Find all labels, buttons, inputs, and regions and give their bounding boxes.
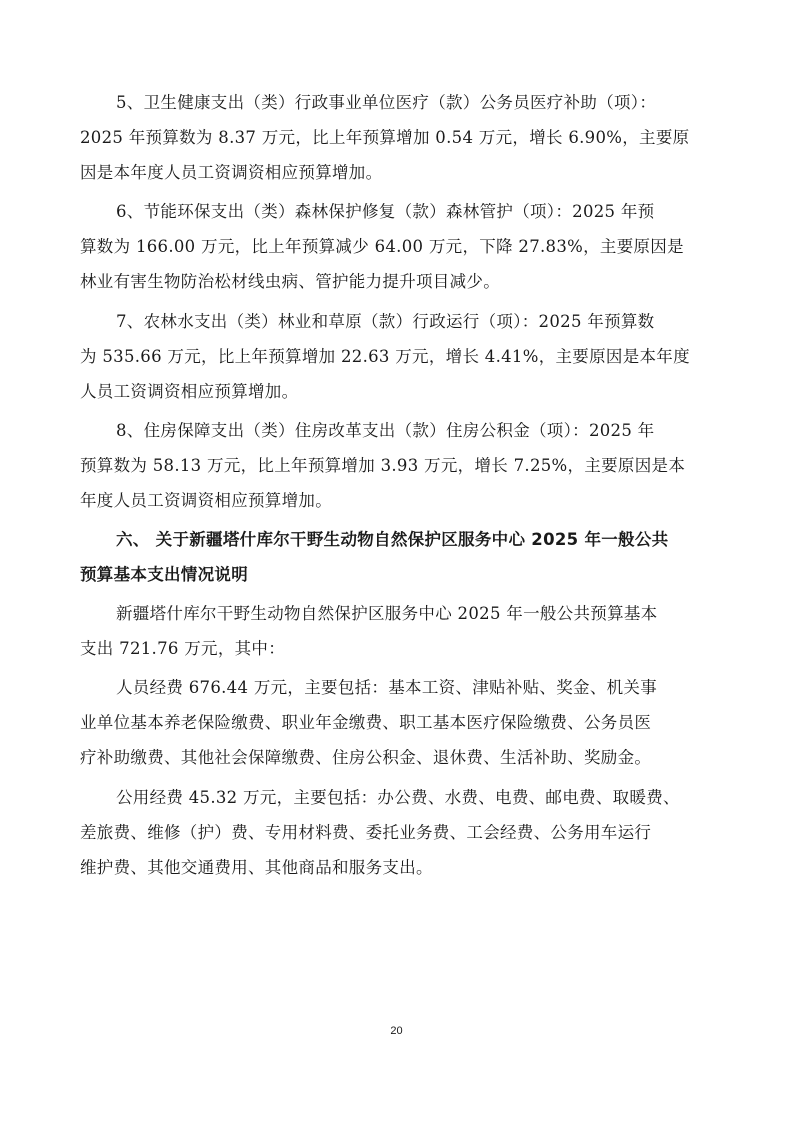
item-5-line-2: 2025 年预算数为 8.37 万元，比上年预算增加 0.54 万元，增长 6.90%，主要原 [80, 128, 690, 147]
item-8-line-3: 年度人员工资调资相应预算增加。 [80, 491, 332, 510]
item-8-line-2: 预算数为 58.13 万元，比上年预算增加 3.93 万元，增长 7.25%，主要原因是本 [80, 456, 686, 475]
section-heading-line-1: 六、 关于新疆塔什库尔干野生动物自然保护区服务中心 2025 年一般公共 [116, 530, 669, 549]
item-5-line-3: 因是本年度人员工资调资相应预算增加。 [80, 163, 383, 182]
item-5-line-1: 5、卫生健康支出（类）行政事业单位医疗（款）公务员医疗补助（项）： [116, 93, 657, 112]
page-number: 20 [390, 1025, 403, 1037]
item-7-line-3: 人员工资调资相应预算增加。 [80, 382, 299, 401]
item-7-line-1: 7、农林水支出（类）林业和草原（款）行政运行（项）：2025 年预算数 [116, 312, 655, 331]
item-7-line-2: 为 535.66 万元，比上年预算增加 22.63 万元，增长 4.41%，主要原因是本年度 [80, 347, 690, 366]
public-expenses-line-1: 公用经费 45.32 万元，主要包括：办公费、水费、电费、邮电费、取暖费、 [116, 788, 680, 807]
public-expenses-line-3: 维护费、其他交通费用、其他商品和服务支出。 [80, 858, 433, 877]
section-heading-line-2: 预算基本支出情况说明 [80, 565, 248, 584]
basic-expenditure-line-1: 新疆塔什库尔干野生动物自然保护区服务中心 2025 年一般公共预算基本 [116, 604, 658, 623]
item-6-line-2: 算数为 166.00 万元，比上年预算减少 64.00 万元，下降 27.83%，主要原因是 [80, 237, 684, 256]
item-6-line-3: 林业有害生物防治松材线虫病、管护能力提升项目减少。 [80, 272, 500, 291]
item-8-line-1: 8、住房保障支出（类）住房改革支出（款）住房公积金（项）：2025 年 [116, 421, 655, 440]
personnel-expenses-line-2: 业单位基本养老保险缴费、职业年金缴费、职工基本医疗保险缴费、公务员医 [80, 713, 652, 732]
personnel-expenses-line-1: 人员经费 676.44 万元，主要包括：基本工资、津贴补贴、奖金、机关事 [116, 678, 658, 697]
public-expenses-line-2: 差旅费、维修（护）费、专用材料费、委托业务费、工会经费、公务用车运行 [80, 823, 652, 842]
basic-expenditure-line-2: 支出 721.76 万元，其中： [80, 639, 286, 658]
personnel-expenses-line-3: 疗补助缴费、其他社会保障缴费、住房公积金、退休费、生活补助、奖励金。 [80, 748, 652, 767]
item-6-line-1: 6、节能环保支出（类）森林保护修复（款）森林管护（项）：2025 年预 [116, 202, 655, 221]
